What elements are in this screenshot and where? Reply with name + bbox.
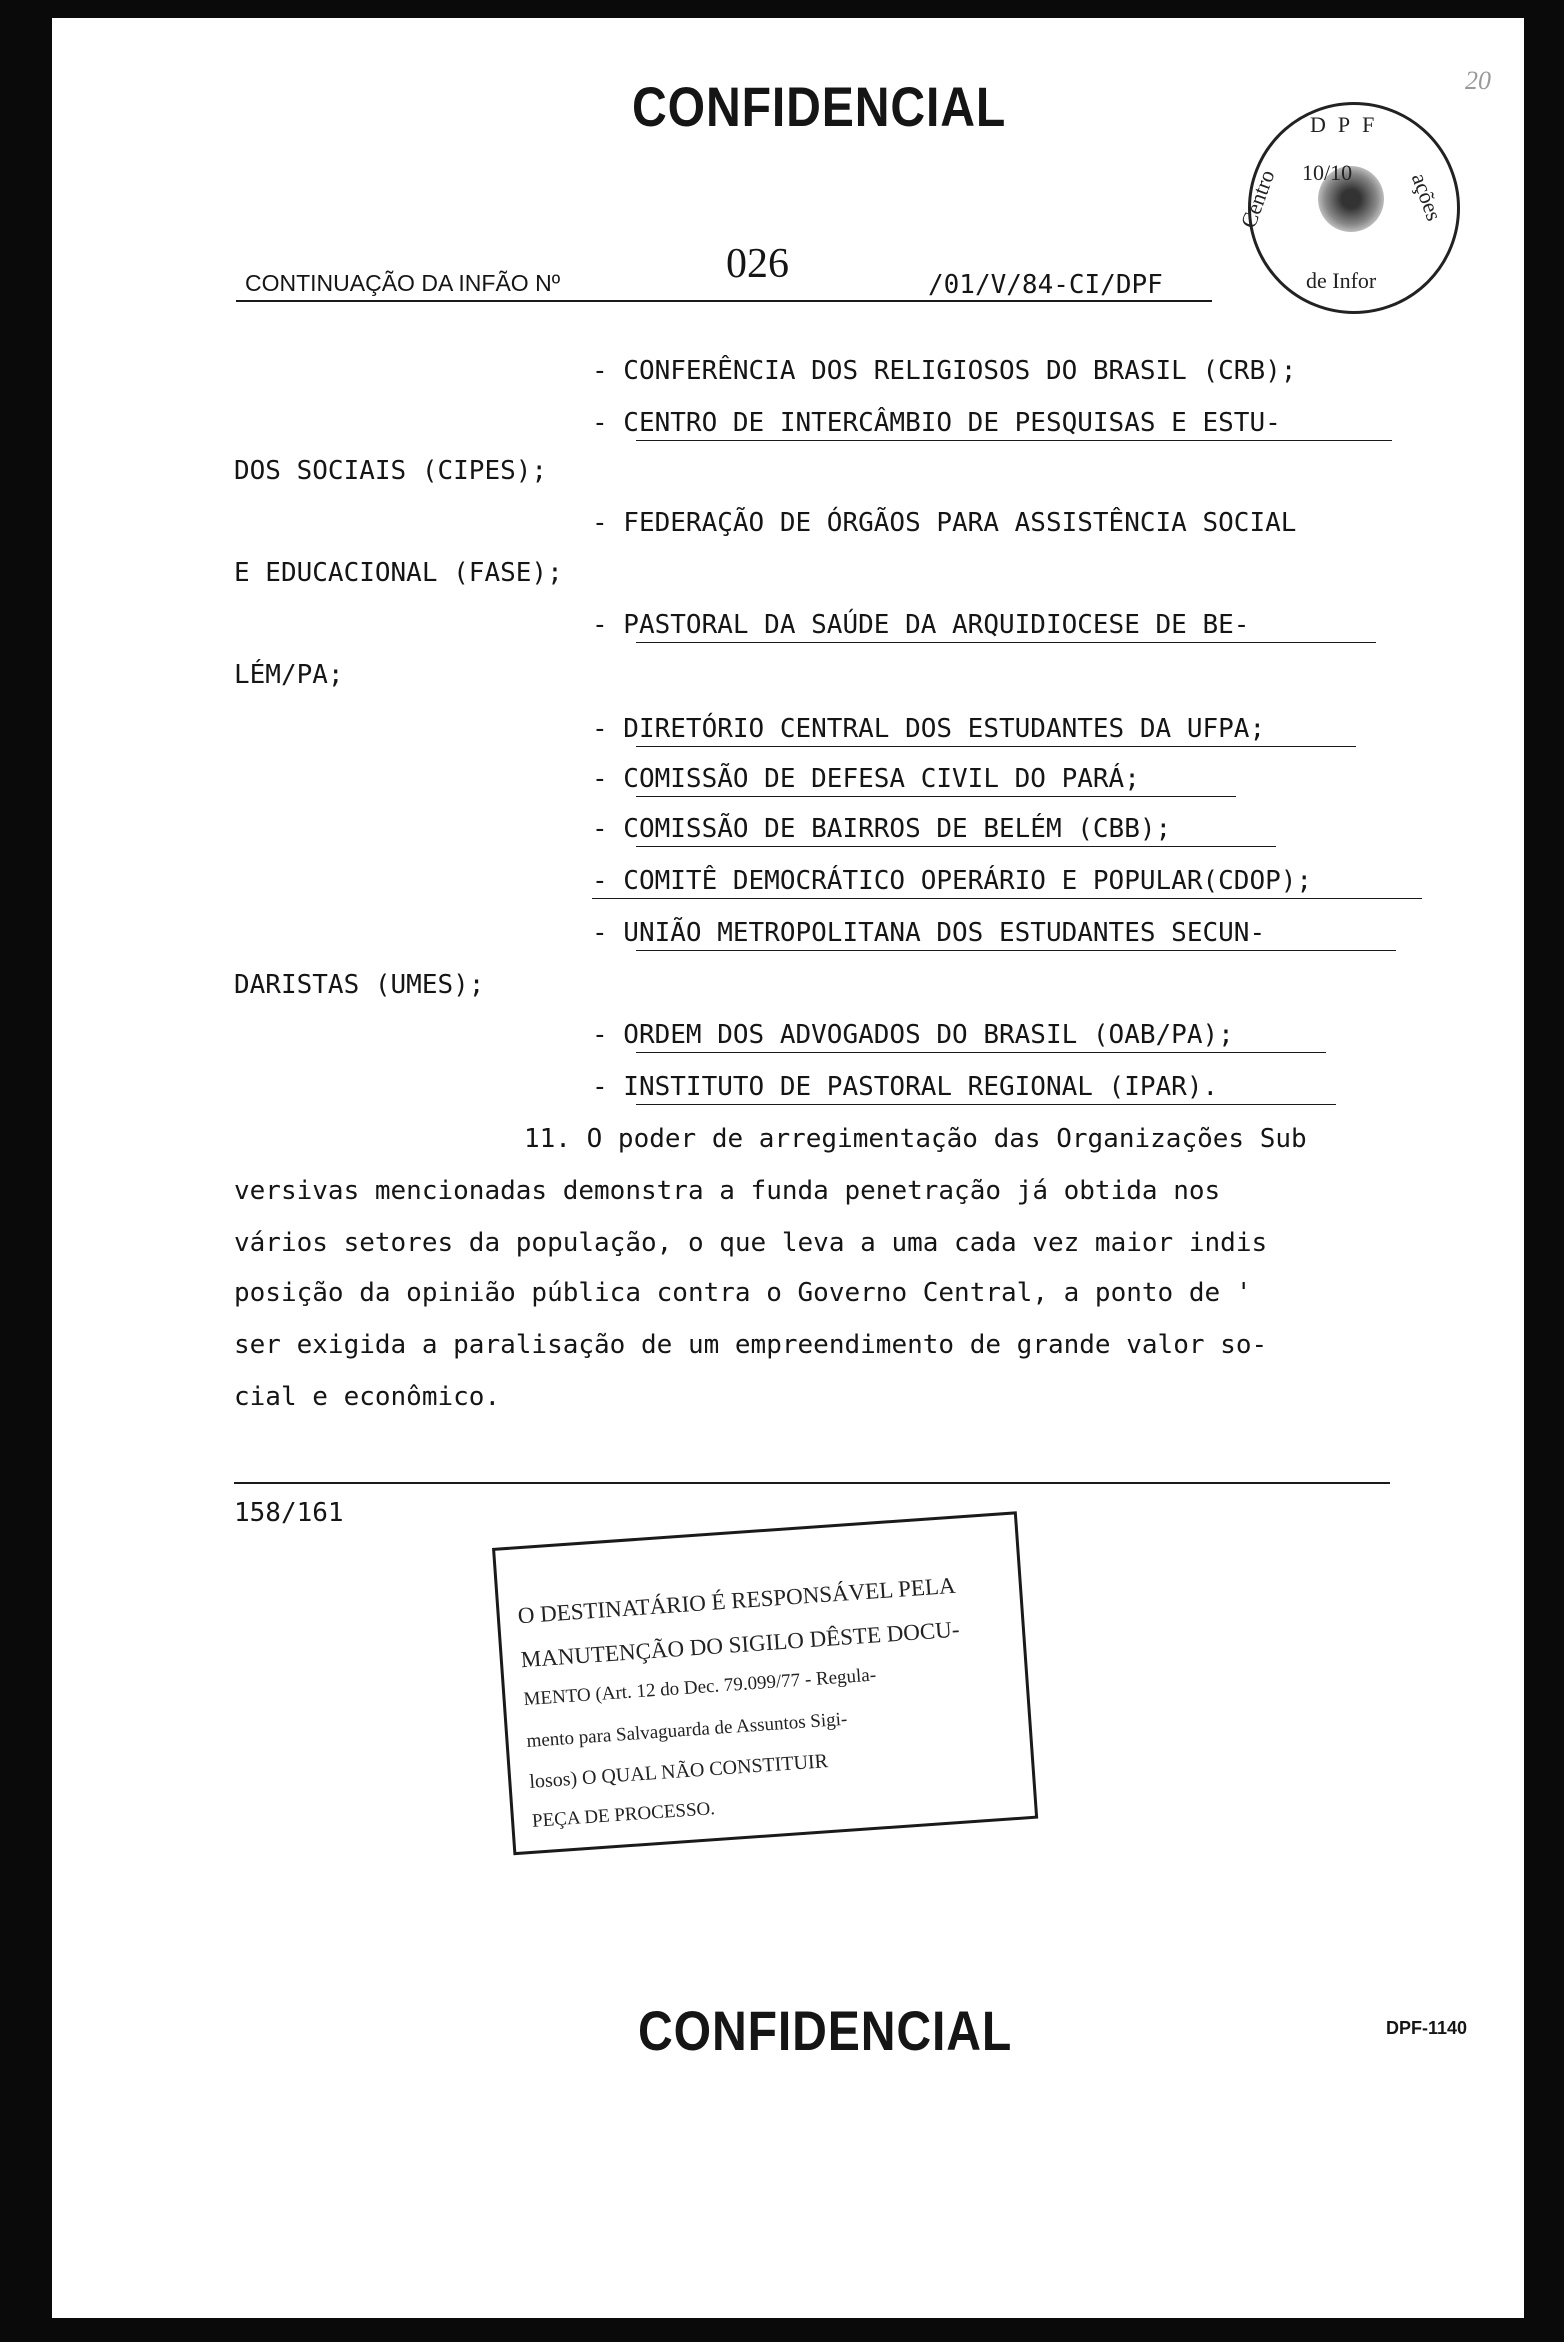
stamp-top: DPF: [1310, 112, 1387, 137]
form-code: DPF-1140: [1386, 2018, 1468, 2038]
line-13: DARISTAS (UMES);: [234, 970, 485, 1000]
box-stamp-line-6: PEÇA DE PROCESSO.: [531, 1798, 716, 1832]
line-10: - COMISSÃO DE BAIRROS DE BELÉM (CBB);: [592, 814, 1172, 844]
underline-11: [592, 898, 1422, 899]
header-prefix: CONTINUAÇÃO DA INFÃO Nº: [245, 270, 561, 296]
underline-15: [636, 1104, 1336, 1105]
line-8: - DIRETÓRIO CENTRAL DOS ESTUDANTES DA UFPA;: [592, 714, 1266, 744]
box-stamp-line-5: losos) O QUAL NÃO CONSTITUIR: [528, 1750, 829, 1793]
line-14: - ORDEM DOS ADVOGADOS DO BRASIL (OAB/PA);: [592, 1020, 1234, 1050]
line-15: - INSTITUTO DE PASTORAL REGIONAL (IPAR).: [592, 1072, 1219, 1102]
box-stamp-line-1: O DESTINATÁRIO É RESPONSÁVEL PELA: [516, 1572, 957, 1629]
line-3: DOS SOCIAIS (CIPES);: [234, 456, 548, 486]
paragraph-line-1: 11. O poder de arregimentação das Organizações Sub: [524, 1124, 1307, 1154]
box-stamp-line-4: mento para Salvaguarda de Assuntos Sigi-: [525, 1708, 848, 1753]
line-7: LÉM/PA;: [234, 660, 344, 690]
page-reference: 158/161: [234, 1498, 344, 1528]
paragraph-line-2: versivas mencionadas demonstra a funda penetração já obtida nos: [234, 1176, 1221, 1206]
line-11: - COMITÊ DEMOCRÁTICO OPERÁRIO E POPULAR(CDOP);: [592, 866, 1313, 896]
line-6: - PASTORAL DA SAÚDE DA ARQUIDIOCESE DE BE-: [592, 610, 1250, 640]
underline-2: [636, 440, 1392, 441]
line-12: - UNIÃO METROPOLITANA DOS ESTUDANTES SECUN-: [592, 918, 1266, 948]
underline-9: [636, 796, 1236, 797]
pencil-page-number: 20: [1465, 66, 1491, 95]
paragraph-line-6: cial e econômico.: [234, 1382, 501, 1412]
header-suffix: /01/V/84-CI/DPF: [928, 270, 1163, 300]
line-1: - CONFERÊNCIA DOS RELIGIOSOS DO BRASIL (CRB);: [592, 356, 1297, 386]
stamp-left: Centro: [1235, 166, 1280, 232]
stamp-right: ações: [1406, 169, 1448, 225]
underline-8: [636, 746, 1356, 747]
stamp-middle: 10/10: [1302, 160, 1353, 185]
paragraph-line-3: vários setores da população, o que leva a uma cada vez maior indis: [234, 1228, 1268, 1258]
stamp-bottom: de Infor: [1306, 268, 1377, 293]
line-2: - CENTRO DE INTERCÂMBIO DE PESQUISAS E ESTU-: [592, 408, 1281, 438]
classification-top: CONFIDENCIAL: [632, 75, 1007, 138]
underline-6: [636, 642, 1376, 643]
footer-rule: [234, 1482, 1390, 1484]
confidentiality-box-stamp: [492, 1511, 1038, 1855]
paragraph-line-5: ser exigida a paralisação de um empreendimento de grande valor so-: [234, 1330, 1268, 1360]
line-9: - COMISSÃO DE DEFESA CIVIL DO PARÁ;: [592, 764, 1140, 794]
paragraph-line-4: posição da opinião pública contra o Governo Central, a ponto de ': [234, 1278, 1252, 1308]
box-stamp-line-2: MANUTENÇÃO DO SIGILO DÊSTE DOCU-: [519, 1616, 961, 1673]
classification-bottom: CONFIDENCIAL: [638, 1999, 1013, 2062]
document-number: 026: [726, 241, 789, 287]
line-5: E EDUCACIONAL (FASE);: [234, 558, 563, 588]
header-rule: [236, 300, 1212, 302]
underline-14: [636, 1052, 1326, 1053]
line-4: - FEDERAÇÃO DE ÓRGÃOS PARA ASSISTÊNCIA SOCIAL: [592, 508, 1297, 538]
underline-12: [636, 950, 1396, 951]
box-stamp-line-3: MENTO (Art. 12 do Dec. 79.099/77 - Regula-: [522, 1664, 877, 1711]
underline-10: [636, 846, 1276, 847]
